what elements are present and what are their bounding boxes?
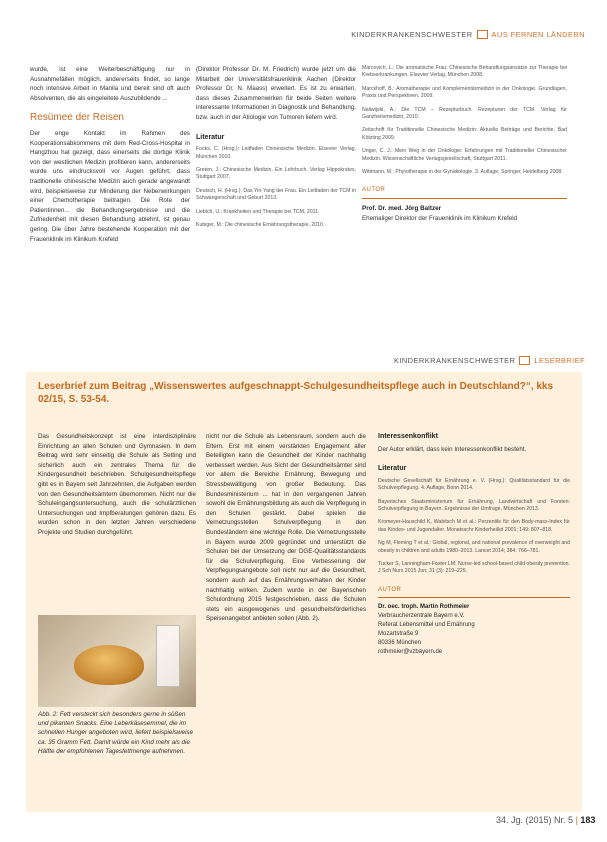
author-tag: AUTOR	[378, 586, 570, 599]
author-name: Prof. Dr. med. Jörg Baltzer	[362, 205, 442, 213]
reference-item: Deutsch, H. (Hrsg.): Das Yin-Yang der Frau. Ein Leitfaden der TCM in Schwangerschaft und Geburt 2013.	[196, 187, 356, 202]
article-column-3	[362, 65, 567, 223]
reference-item: Marckhoff, B.: Aromatherapie und Komplementärmedizin in der Onkologie. Grundlagen, Praxis und Perspektiven, 2009.	[362, 85, 567, 100]
author-line: 80336 München	[378, 640, 422, 647]
reference-item: Ng M, Fleming T et al.: Global, regional, and national prevalence of overweight and obesity in children and adults 1980–2013. Lancet 2014; 384: 766–781.	[378, 540, 570, 554]
letter-box	[26, 372, 582, 812]
article-column-1	[30, 65, 190, 244]
photo-caption: Abb. 2: Fett versteckt sich besonders gerne in süßen und pikanten Snacks. Eine Leberkäsesemmel, die im schnellen Hunger angeboten wird, liefert beispielsweise ca. 35 Gramm Fett. Damit würde ein Kind mehr als die Hälfte der empfohlenen Tagesfettmenge aufnehmen.	[38, 711, 194, 755]
letter-column-2	[206, 432, 366, 624]
letter-column-1	[38, 432, 196, 538]
reference-item: Bayerisches Staatsministerium für Ernährung, Landwirtschaft und Forsten: Schulverpflegung in Bayern. Ergebnisse der Umfrage, München 2013.	[378, 498, 570, 512]
journal-issue: 34. Jg. (2015) Nr. 5	[496, 815, 574, 825]
food-photo	[38, 615, 196, 707]
body-text: Der enge Kontakt im Rahmen des Kooperationsabkommens mit dem Red-Cross-Hospital in Hangzhou hat gezeigt, dass einerseits die dortige Klinik von der westlichen Medizin profitieren kann, andererseits wurde uns eindrucksvoll vor Augen geführt, dass traditionelle chinesische Medizin auch gerade angewandt wird, beispielsweise zur Minderung der Nebenwirkungen einer Chemotherapie beitragen. Die Rote der Patientinnen... die Behandlungsergebnisse und die Zufriedenheit mit diesen Behandlung ablehnt, ist genau gering. Die über Jahre bestehende Kooperation mit der Frauenklinik im Klinikum Krefeld	[30, 129, 190, 243]
author-line: Verbraucherzentrale Bayern e.V.	[378, 613, 465, 620]
reference-item: Marcovich, L.: Die aromatische Frau: Chinesische Behandlungsansätze zur Therapie bei Krebserkrankungen. Elsevier Verlag, München 2008.	[362, 65, 567, 79]
literature-list	[196, 146, 356, 229]
section-label: KINDERKRANKENSCHWESTER	[351, 30, 473, 39]
section-header	[351, 30, 585, 39]
author-box	[362, 186, 567, 223]
reference-item: Kromeyer-Hauschild K, Wabitsch M et al.: Perzentile für den Body-mass-Index für das Kindes- und Jugendalter. Monatsschr Kinderheilkd 2001; 149: 807–818.	[378, 519, 570, 533]
author-tag: AUTOR	[362, 186, 567, 199]
author-role: Ehemaliger Direktor der Frauenklinik im Klinikum Krefeld	[362, 214, 518, 222]
reference-item: Tucker S, Lanningham-Foster LM: Nurse-led school-based child obesity prevention. J Sch Nurs 2015 Jun; 31 (3): 219–229.	[378, 561, 570, 575]
section-icon	[477, 30, 488, 39]
literature-heading: Literatur	[378, 465, 407, 473]
body-text: nicht nur die Schule als Lebensraum, sondern auch die Eltern. Erst mit einem verstärkten Engagement aller Beteiligten kann die Gesundheit der Kinder nachhaltig verbessert werden. Aus Sicht der Gesundheitsämter sind vor allem die Bereiche Ernährung, Bewegung und Stressbewältigung von großer Bedeutung. Das Bundesministerium ... hat in den vergangenen Jahren sowohl die Ernährungsbildung als auch die Verpflegung in den Schulen gestärkt. Dabei spielen die Vernetzungsstellen Schulverpflegung in den Bundesländern eine wichtige Rolle. Die Vernetzungsstelle in Bayern wurde 2009 gegründet und unterstützt die Schulen bei der Umsetzung der DGE-Qualitätsstandards für die Schulverpflegung. Eine Verbesserung der Verpflegungsangebote soll nicht nur auf die Gesundheit, sondern auch auf das Ernährungsverhalten der Kinder nachhaltig wirken. Zudem wurde in der Bayerischen Schulordnung 2015 festgeschrieben, dass die Schulen stets ein ausgewogenes und gesundheitsförderliches Speisenangebot anbieten sollen (Abb. 2).	[206, 433, 366, 623]
reference-item: Unger, C. J.: Mein Weg in der Onkologie: Erfahrungen mit Traditioneller Chinesischer Medizin. Wissenschaftliche Verlagsgesellschaft, Stuttgart 2011.	[362, 148, 567, 162]
author-line: Referat Lebensmittel und Ernährung	[378, 622, 475, 629]
section-heading: Resümee der Reisen	[30, 112, 124, 124]
literature-heading: Literatur	[196, 133, 225, 141]
intro-text: wurde, ist eine Weiterbeschäftigung nur in Ausnahmefällen möglich, andererseits findet, so lange noch intensive Arbeit in Manila und bereit sind oft auch Absolventen, die als eingeleitete Auszubildende ...	[30, 66, 190, 102]
author-email[interactable]: rothmeier@vzbayern.de	[378, 649, 443, 656]
reference-item: Liebich, U.: Krankheiten und Therapie bei TCM, 2011.	[196, 208, 320, 215]
conflict-heading: Interessenkonflikt	[378, 433, 438, 440]
subsection-label: LESERBRIEF	[534, 356, 585, 365]
reference-item: Wittmann, M.: Phytotherapie in der Gynäkologie. 3. Auflage, Springer, Heidelberg 2008.	[362, 169, 563, 176]
section-header-letter	[394, 356, 585, 365]
author-name: Dr. oec. troph. Martin Rothmeier	[378, 604, 470, 611]
reference-item: Kubiger, M.: Die chinesische Ernährungstherapie, 2010.	[196, 222, 325, 228]
literature-list	[362, 65, 567, 176]
page-footer: 34. Jg. (2015) Nr. 5 | 183	[496, 815, 596, 825]
body-text: Das Gesundheitskonzept ist eine interdisziplinäre Einrichtung an allen Schulen und Gymnasien. In dem Beitrag wird sehr einseitig die Schule als Setting und sicherlich auch ein zentrales Thema für die Kindergesundheit beschrieben. Schulgesundheitspflege gibt es in Bayern seit Jahrzehnten, die Aufgaben werden von den Gesundheitsämtern übernommen. Nicht nur die Schuleingangsuntersuchung, auch die schulärztlichen Untersuchungen und Impfberatungen gehören dazu. Es wurden schon in den letzten Jahren verschiedene Projekte und Studien durchgeführt.	[38, 433, 196, 536]
glass-image	[156, 625, 180, 687]
section-icon	[519, 356, 530, 365]
section-label: KINDERKRANKENSCHWESTER	[393, 356, 516, 365]
bread-roll-image	[74, 645, 144, 685]
reference-item: Zeitschrift für Traditionelle Chinesische Medizin: Aktuelle Beiträge und Berichte, Bad Kötzting 2009.	[362, 127, 567, 141]
author-line: Mozartstraße 9	[378, 631, 419, 638]
conflict-text: Der Autor erklärt, dass kein Interessenkonflikt besteht.	[378, 445, 527, 453]
reference-item: Deutsche Gesellschaft für Ernährung e. V. (Hrsg.): Qualitätsstandard für die Schulverpflegung. 4. Auflage, Bonn 2014.	[378, 477, 570, 492]
reference-item: Focks, C. (Hrsg.): Leitfaden Chinesische Medizin. Elsevier Verlag, München 2010.	[196, 146, 356, 160]
body-text: (Direktor Professor Dr. M. Friedrich) wurde jetzt um die Mitarbeit der Universitätsfrauenklinik Aachen (Direktor Professor Dr. N. Maass) erweitert. Es ist zu erwarten, dass dieses Zusammenwirken für beide Seiten weitere interessante Informationen in Diagnostik und Behandlung, bzw. auch in der Ätiologie von Tumoren liefern wird.	[196, 66, 356, 121]
reference-item: Naliwijski, A.: Die TCM – Rezepturbuch. Rezepturen der TCM. Verlag für Ganzheitsmedizin, 2010.	[362, 106, 567, 121]
letter-title: Leserbrief zum Beitrag „Wissenswertes aufgeschnappt-Schulgesundheitspflege auch in Deutschland?“, kks 02/15, S. 53-54.	[38, 381, 554, 405]
author-box	[378, 586, 570, 658]
literature-list	[378, 478, 570, 576]
letter-column-3	[378, 432, 570, 657]
subsection-label: AUS FERNEN LÄNDERN	[491, 30, 585, 39]
reference-item: Greten, J.: Chinesische Medizin. Ein Lehrbuch. Verlag Hippokrates, Stuttgart 2007.	[196, 166, 356, 181]
article-column-2	[196, 65, 356, 235]
page-number: 183	[580, 815, 596, 825]
